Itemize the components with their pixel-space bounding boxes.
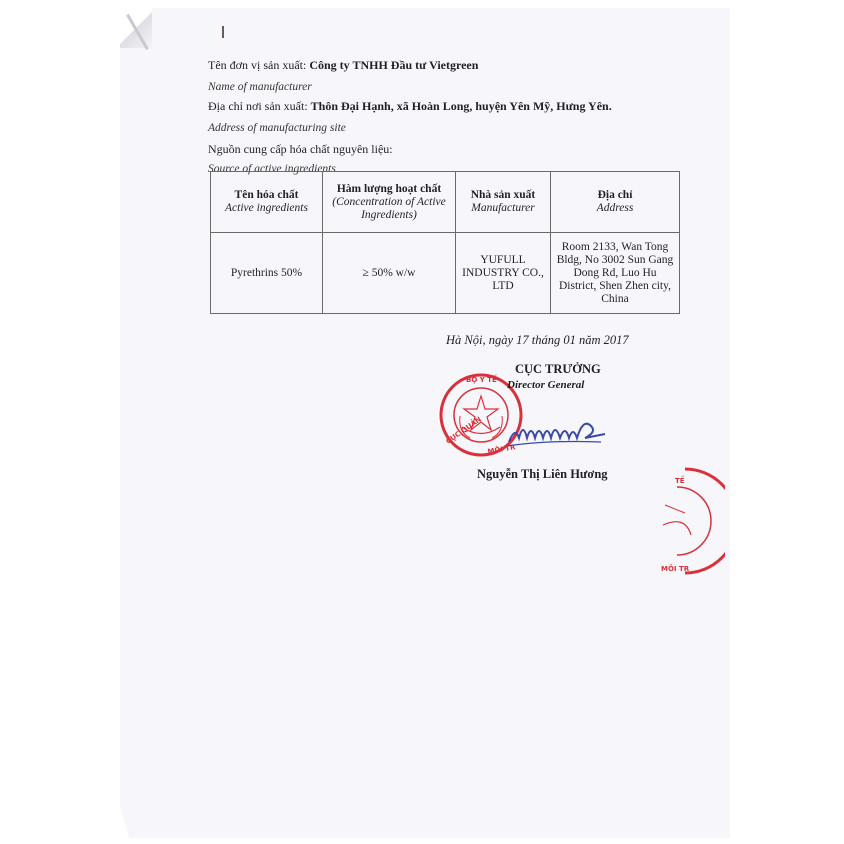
site-label: Địa chỉ nơi sản xuất: <box>208 99 308 113</box>
svg-text:TẾ: TẾ <box>675 477 685 485</box>
cell-concentration: ≥ 50% w/w <box>323 233 456 314</box>
svg-text:BỘ Y TẾ: BỘ Y TẾ <box>466 376 497 384</box>
manufacturer-value: Công ty TNHH Đầu tư Vietgreen <box>309 58 479 72</box>
signing-date: Hà Nội, ngày 17 tháng 01 năm 2017 <box>446 333 629 347</box>
cell-manufacturer: YUFULL INDUSTRY CO., LTD <box>456 233 551 314</box>
signatory-title: CỤC TRƯỞNG <box>515 362 601 376</box>
signatory-name: Nguyễn Thị Liên Hương <box>477 467 608 481</box>
active-ingredients-table <box>210 171 680 314</box>
manufacturer-label-en: Name of manufacturer <box>208 81 312 93</box>
signatory-title-en: Director General <box>507 379 585 391</box>
site-line <box>208 99 612 114</box>
site-value: Thôn Đại Hạnh, xã Hoàn Long, huyện Yên Mỹ, Hưng Yên. <box>310 99 612 113</box>
svg-text:MÔI TR: MÔI TR <box>486 443 517 456</box>
source-label-en: Source of active ingredients <box>208 163 336 175</box>
handwritten-signature-icon <box>505 412 615 452</box>
partial-seal-icon <box>655 465 725 580</box>
manufacturer-label: Tên đơn vị sản xuất: <box>208 58 307 72</box>
manufacturer-line <box>208 58 478 73</box>
header-manufacturer: Nhà sản xuất Manufacturer <box>456 172 551 233</box>
source-label: Nguồn cung cấp hóa chất nguyên liệu: <box>208 142 393 156</box>
svg-text:CỤC QUẢN: CỤC QUẢN <box>444 415 483 446</box>
svg-text:MÔI TR: MÔI TR <box>661 565 690 573</box>
header-concentration: Hàm lượng hoạt chất (Concentration of Active Ingredients) <box>323 172 456 233</box>
header-ingredient: Tên hóa chất Active ingredients <box>211 172 323 233</box>
site-label-en: Address of manufacturing site <box>208 122 346 134</box>
cell-ingredient: Pyrethrins 50% <box>211 233 323 314</box>
cell-address: Room 2133, Wan Tong Bldg, No 3002 Sun Gang Dong Rd, Luo Hu District, Shen Zhen city, China <box>551 233 680 314</box>
ink-mark <box>222 26 224 38</box>
table-header-row <box>211 172 680 233</box>
table-row <box>211 233 680 314</box>
header-address: Địa chỉ Address <box>551 172 680 233</box>
